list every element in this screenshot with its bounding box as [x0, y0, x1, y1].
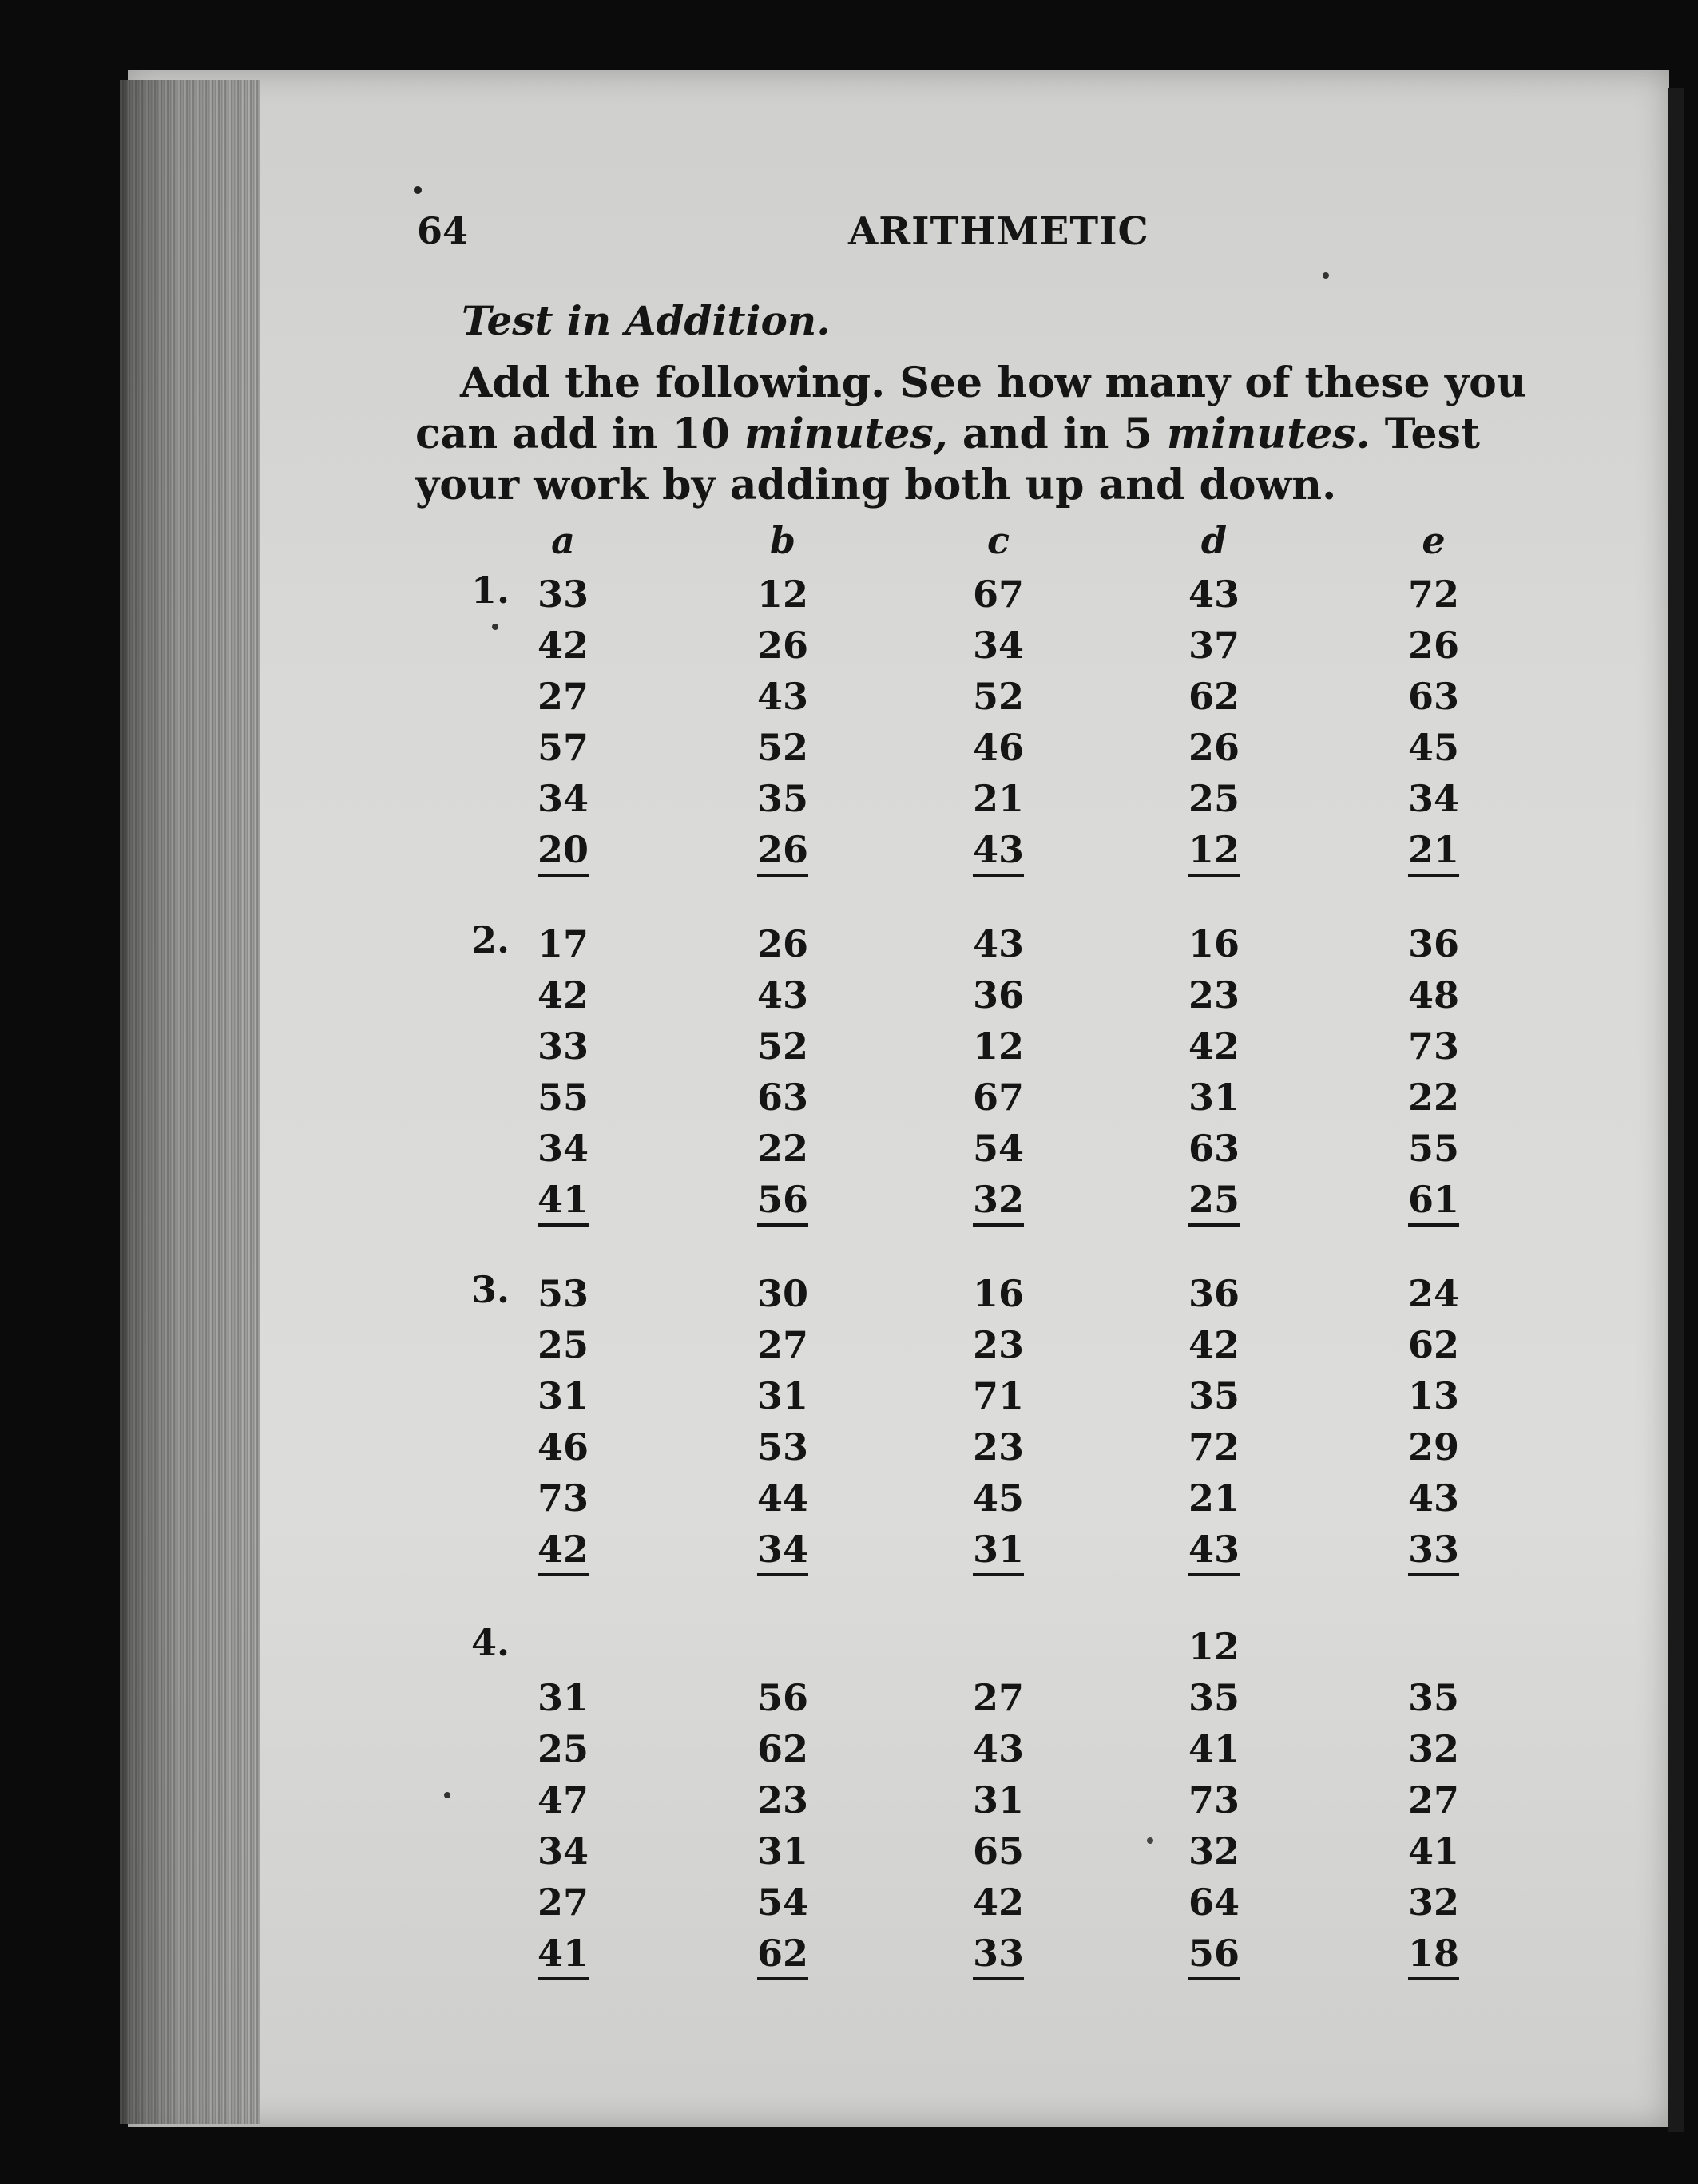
addend-number: 31 — [972, 1528, 1024, 1571]
addend-number: 65 — [972, 1829, 1024, 1873]
addend-number: 73 — [1407, 1025, 1459, 1068]
addend-number: 25 — [1188, 1178, 1240, 1221]
addend-number: 62 — [1407, 1323, 1459, 1366]
addend-number: 34 — [537, 777, 589, 820]
addend-number: 26 — [756, 922, 808, 965]
addend-number: 37 — [1188, 624, 1240, 667]
addend-number: 23 — [972, 1425, 1024, 1469]
addend-number: 12 — [1188, 828, 1240, 871]
addend-number: 42 — [1188, 1323, 1240, 1366]
addend-column-a — [523, 569, 603, 875]
addend-number: 43 — [1188, 573, 1240, 616]
addend-number: 63 — [1188, 1127, 1240, 1170]
addend-column-d — [1174, 1621, 1254, 1979]
addend-number: 17 — [537, 922, 589, 965]
addend-number: 43 — [972, 1727, 1024, 1770]
addend-column-d — [1174, 918, 1254, 1225]
addend-number: 47 — [537, 1778, 589, 1821]
addend-number: 29 — [1407, 1425, 1459, 1469]
addend-column-b — [743, 1672, 823, 1979]
addend-column-c — [958, 569, 1038, 875]
instructions-text-3: Test your work by adding both up and down. — [415, 410, 1480, 509]
column-letter-e: e — [1422, 519, 1446, 562]
problem-label: 1. — [471, 569, 510, 612]
addend-number: 21 — [972, 777, 1024, 820]
addend-number: 56 — [756, 1178, 808, 1221]
addend-number: 53 — [537, 1272, 589, 1315]
addend-number: 67 — [972, 1076, 1024, 1119]
addend-number: 36 — [1407, 922, 1459, 965]
addend-number: 31 — [756, 1829, 808, 1873]
addend-number: 64 — [1188, 1881, 1240, 1924]
addend-number: 42 — [537, 1528, 589, 1571]
addend-column-e — [1394, 1268, 1474, 1575]
addend-number: 26 — [756, 828, 808, 871]
addend-number: 43 — [756, 675, 808, 718]
addend-number: 41 — [1188, 1727, 1240, 1770]
problem-label: 4. — [471, 1621, 510, 1664]
column-letter-a: a — [551, 519, 575, 562]
addend-number: 63 — [756, 1076, 808, 1119]
addend-number: 32 — [1188, 1829, 1240, 1873]
addend-number: 41 — [1407, 1829, 1459, 1873]
addend-number: 27 — [537, 675, 589, 718]
addend-number: 12 — [756, 573, 808, 616]
addend-number: 35 — [756, 777, 808, 820]
addend-number: 24 — [1407, 1272, 1459, 1315]
addend-number: 34 — [756, 1528, 808, 1571]
addend-number: 12 — [972, 1025, 1024, 1068]
addend-number: 62 — [756, 1932, 808, 1975]
addend-number: 33 — [972, 1932, 1024, 1975]
addend-number: 53 — [756, 1425, 808, 1469]
addend-number: 42 — [537, 973, 589, 1017]
addend-number: 42 — [537, 624, 589, 667]
addend-number: 32 — [972, 1178, 1024, 1221]
addend-number: 71 — [972, 1374, 1024, 1417]
addend-number: 35 — [1188, 1676, 1240, 1719]
addend-number: 46 — [537, 1425, 589, 1469]
addend-column-c — [958, 1672, 1038, 1979]
instructions — [415, 358, 1581, 511]
addend-number: 34 — [537, 1829, 589, 1873]
addend-number: 22 — [756, 1127, 808, 1170]
addend-number: 26 — [1407, 624, 1459, 667]
addend-number: 35 — [1188, 1374, 1240, 1417]
instructions-text-2: and in 5 — [947, 410, 1167, 458]
addend-column-c — [958, 918, 1038, 1225]
addend-number: 21 — [1407, 828, 1459, 871]
addend-column-d — [1174, 1268, 1254, 1575]
addend-number: 33 — [1407, 1528, 1459, 1571]
addend-number: 72 — [1407, 573, 1459, 616]
instructions-emphasis-2: minutes. — [1166, 410, 1371, 458]
addend-number: 73 — [1188, 1778, 1240, 1821]
addend-column-d — [1174, 569, 1254, 875]
problem-label: 2. — [471, 918, 510, 961]
addend-column-c — [958, 1268, 1038, 1575]
section-title: Test in Addition. — [462, 297, 831, 344]
page-edges — [120, 80, 260, 2124]
addend-number: 46 — [972, 726, 1024, 769]
addend-number: 43 — [1407, 1476, 1459, 1520]
addend-number: 42 — [972, 1881, 1024, 1924]
addend-number: 61 — [1407, 1178, 1459, 1221]
addend-number: 73 — [537, 1476, 589, 1520]
addend-number: 41 — [537, 1178, 589, 1221]
addend-number: 36 — [1188, 1272, 1240, 1315]
addend-number: 42 — [1188, 1025, 1240, 1068]
addend-number: 67 — [972, 573, 1024, 616]
addend-number: 31 — [537, 1676, 589, 1719]
column-letter-d: d — [1200, 519, 1228, 562]
addend-number: 32 — [1407, 1881, 1459, 1924]
column-letter-c: c — [986, 519, 1010, 562]
addend-number: 27 — [756, 1323, 808, 1366]
addend-column-a — [523, 918, 603, 1225]
addend-number: 26 — [756, 624, 808, 667]
addend-number: 48 — [1407, 973, 1459, 1017]
addend-number: 13 — [1407, 1374, 1459, 1417]
addend-number: 56 — [1188, 1932, 1240, 1975]
addend-number: 41 — [537, 1932, 589, 1975]
addend-number: 55 — [1407, 1127, 1459, 1170]
addend-number: 43 — [972, 922, 1024, 965]
problem-label: 3. — [471, 1268, 510, 1311]
addend-number: 57 — [537, 726, 589, 769]
addend-number: 23 — [972, 1323, 1024, 1366]
addend-number: 62 — [756, 1727, 808, 1770]
addend-number: 45 — [1407, 726, 1459, 769]
addend-number: 54 — [756, 1881, 808, 1924]
instructions-text-1: Add the following. See how many of these you can add in 10 — [415, 359, 1527, 458]
addend-column-e — [1394, 569, 1474, 875]
addend-number: 43 — [1188, 1528, 1240, 1571]
addend-number: 25 — [537, 1323, 589, 1366]
addend-number: 23 — [756, 1778, 808, 1821]
addend-number: 31 — [756, 1374, 808, 1417]
addend-number: 26 — [1188, 726, 1240, 769]
addend-column-e — [1394, 1672, 1474, 1979]
instructions-emphasis-1: minutes, — [744, 410, 948, 458]
addend-number: 20 — [537, 828, 589, 871]
addend-number: 27 — [537, 1881, 589, 1924]
addend-number: 21 — [1188, 1476, 1240, 1520]
addend-number: 55 — [537, 1076, 589, 1119]
addend-column-a — [523, 1268, 603, 1575]
addend-number: 72 — [1188, 1425, 1240, 1469]
addend-number: 54 — [972, 1127, 1024, 1170]
running-head: ARITHMETIC — [848, 209, 1149, 254]
addend-number: 43 — [756, 973, 808, 1017]
addend-number: 34 — [537, 1127, 589, 1170]
addend-number: 34 — [972, 624, 1024, 667]
addend-number: 30 — [756, 1272, 808, 1315]
addend-number: 22 — [1407, 1076, 1459, 1119]
addend-number: 31 — [972, 1778, 1024, 1821]
addend-column-b — [743, 918, 823, 1225]
addend-number: 45 — [972, 1476, 1024, 1520]
addend-column-e — [1394, 918, 1474, 1225]
addend-number: 56 — [756, 1676, 808, 1719]
addend-number: 25 — [537, 1727, 589, 1770]
column-letter-b: b — [769, 519, 796, 562]
right-border — [1668, 88, 1684, 2132]
page-number: 64 — [417, 209, 469, 252]
addend-number: 25 — [1188, 777, 1240, 820]
addend-number: 36 — [972, 973, 1024, 1017]
addend-number: 27 — [972, 1676, 1024, 1719]
addend-number: 52 — [756, 1025, 808, 1068]
addend-column-a — [523, 1672, 603, 1979]
addend-number: 16 — [972, 1272, 1024, 1315]
addend-number: 27 — [1407, 1778, 1459, 1821]
addend-number: 43 — [972, 828, 1024, 871]
addend-number: 33 — [537, 1025, 589, 1068]
addend-number: 12 — [1188, 1625, 1240, 1668]
addend-number: 31 — [537, 1374, 589, 1417]
addend-column-b — [743, 1268, 823, 1575]
addend-number: 52 — [972, 675, 1024, 718]
addend-number: 34 — [1407, 777, 1459, 820]
addend-number: 44 — [756, 1476, 808, 1520]
addend-number: 18 — [1407, 1932, 1459, 1975]
addend-number: 62 — [1188, 675, 1240, 718]
addend-number: 63 — [1407, 675, 1459, 718]
addend-number: 35 — [1407, 1676, 1459, 1719]
addend-number: 23 — [1188, 973, 1240, 1017]
addend-number: 31 — [1188, 1076, 1240, 1119]
addend-number: 33 — [537, 573, 589, 616]
addend-number: 16 — [1188, 922, 1240, 965]
addend-number: 52 — [756, 726, 808, 769]
addend-number: 32 — [1407, 1727, 1459, 1770]
addend-column-b — [743, 569, 823, 875]
